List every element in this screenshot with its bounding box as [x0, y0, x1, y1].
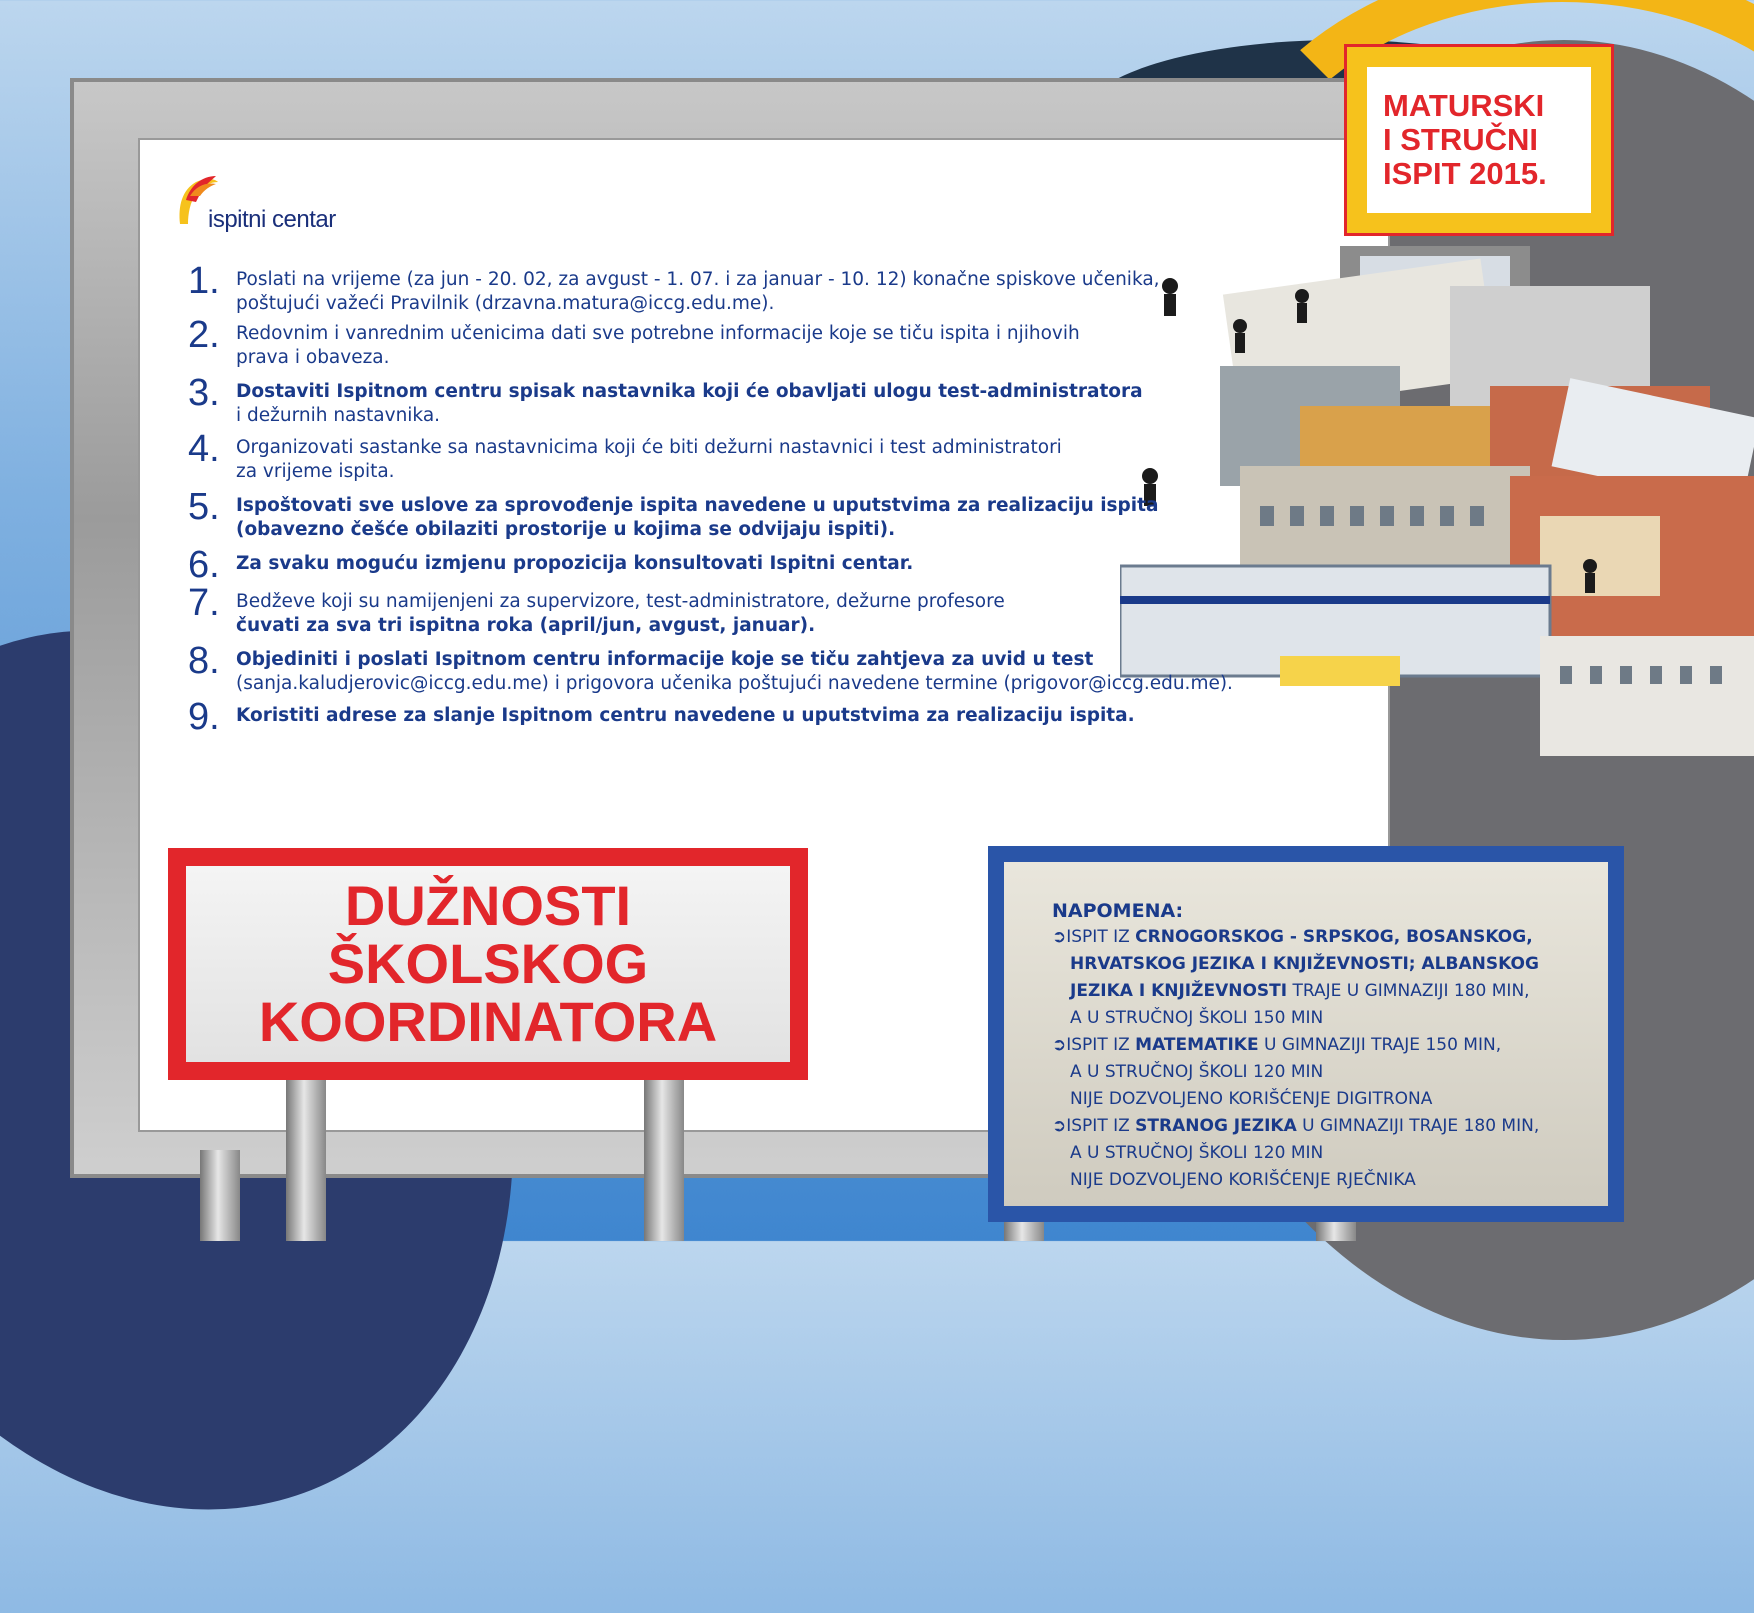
- duty-text-segment: Dostaviti Ispitnom centru spisak nastavnika koji će obavljati ulogu test-administratora: [236, 381, 1143, 402]
- note-text-segment: A U STRUČNOJ ŠKOLI 120 MIN: [1070, 1062, 1324, 1082]
- note-text-segment: ISPIT IZ: [1066, 927, 1136, 947]
- exam-year-sign-border: [1347, 47, 1611, 233]
- duty-text-line: [236, 590, 1005, 614]
- note-line: [1052, 1059, 1584, 1086]
- duty-text-segment: Poslati na vrijeme (za jun - 20. 02, za avgust - 1. 07. i za januar - 10. 12) konačne spiskove učenika,: [236, 269, 1160, 290]
- note-panel: [988, 846, 1624, 1222]
- duty-text-line: [236, 322, 1080, 346]
- exam-year-line: ISPIT 2015.: [1383, 156, 1547, 191]
- duty-text-segment: prava i obaveza.: [236, 347, 390, 368]
- note-text-segment: NIJE DOZVOLJENO KORIŠĆENJE RJEČNIKA: [1070, 1170, 1416, 1190]
- note-text-segment: TRAJE U GIMNAZIJI 180 MIN,: [1287, 981, 1530, 1001]
- note-line: [1052, 978, 1584, 1005]
- note-text-segment: ISPIT IZ: [1066, 1035, 1136, 1055]
- duty-text-segment: Organizovati sastanke sa nastavnicima koji će biti dežurni nastavnici i test administratori: [236, 437, 1062, 458]
- duty-text-segment: Koristiti adrese za slanje Ispitnom centru navedene u uputstvima za realizaciju ispita.: [236, 705, 1135, 726]
- duty-text-segment: Redovnim i vanrednim učenicima dati sve potrebne informacije koje se tiču ispita i njihovih: [236, 323, 1080, 344]
- arrow-bullet-icon: ➲: [1052, 1116, 1067, 1136]
- duty-text: [236, 322, 1080, 370]
- duty-text-line: [236, 704, 1135, 728]
- duty-number: 3.: [188, 372, 220, 414]
- note-line: [1052, 1032, 1584, 1059]
- duty-text-segment: Za svaku moguću izmjenu propozicija konsultovati Ispitni centar.: [236, 553, 914, 574]
- duty-text-segment: Bedževe koji su namijenjeni za supervizore, test-administratore, dežurne profesore: [236, 591, 1005, 612]
- duty-number: 1.: [188, 260, 220, 302]
- duty-text-line: [236, 346, 1080, 370]
- note-text-segment: U GIMNAZIJI TRAJE 180 MIN,: [1296, 1116, 1540, 1136]
- logo-text: ispitni centar: [208, 206, 336, 233]
- duty-number: 6.: [188, 544, 220, 586]
- duty-text-segment: za vrijeme ispita.: [236, 461, 395, 482]
- duty-text-line: [236, 380, 1143, 404]
- duty-text: [236, 380, 1143, 428]
- duty-text-segment: Ispoštovati sve uslove za sprovođenje ispita navedene u uputstvima za realizaciju ispita: [236, 495, 1159, 516]
- duty-text-line: [236, 672, 1233, 696]
- billboard-pole: [200, 1150, 240, 1241]
- duty-text-segment: i dežurnih nastavnika.: [236, 405, 441, 426]
- note-panel-inner: [1004, 862, 1608, 1206]
- duty-number: 9.: [188, 696, 220, 738]
- duty-number: 8.: [188, 640, 220, 682]
- note-text-segment: A U STRUČNOJ ŠKOLI 120 MIN: [1070, 1143, 1324, 1163]
- arrow-bullet-icon: ➲: [1052, 927, 1067, 947]
- duty-text-line: [236, 404, 1143, 428]
- duty-number: 7.: [188, 582, 220, 624]
- duty-text: [236, 552, 913, 576]
- exam-year-sign: [1344, 44, 1614, 236]
- note-text-segment: U GIMNAZIJI TRAJE 150 MIN,: [1258, 1035, 1502, 1055]
- title-sign: [168, 848, 808, 1080]
- ispitni-centar-logo: [176, 172, 376, 242]
- duty-text-segment: čuvati za sva tri ispitna roka (april/jun, avgust, januar).: [236, 615, 816, 636]
- duty-number: 5.: [188, 486, 220, 528]
- note-text-segment: HRVATSKOG JEZIKA I KNJIŽEVNOSTI; ALBANSKOG: [1070, 954, 1539, 974]
- duty-text-line: [236, 552, 913, 576]
- duty-text: [236, 648, 1233, 696]
- note-line: [1052, 1005, 1584, 1032]
- duty-text-segment: Objediniti i poslati Ispitnom centru informacije koje se tiču zahtjeva za uvid u test: [236, 649, 1094, 670]
- duty-text-line: [236, 648, 1233, 672]
- duty-text: [236, 704, 1135, 728]
- duty-text-line: [236, 494, 1158, 518]
- duty-text-segment: (obavezno češće obilaziti prostorije u kojima se odvijaju ispiti).: [236, 519, 896, 540]
- duty-text-line: [236, 436, 1062, 460]
- note-text-segment: CRNOGORSKOG - SRPSKOG, BOSANSKOG,: [1135, 927, 1533, 947]
- duty-text-segment: poštujući važeći Pravilnik (drzavna.matura@iccg.edu.me).: [236, 293, 775, 314]
- sign-pole: [644, 1080, 684, 1241]
- title-line: DUŽNOSTI: [344, 874, 632, 937]
- duty-text-line: [236, 614, 1005, 638]
- duty-text: [236, 494, 1158, 542]
- note-text-segment: NIJE DOZVOLJENO KORIŠĆENJE DIGITRONA: [1070, 1089, 1433, 1109]
- exam-year-sign-panel: [1367, 67, 1591, 213]
- note-text-segment: STRANOG JEZIKA: [1135, 1116, 1297, 1136]
- note-text-segment: ISPIT IZ: [1066, 1116, 1136, 1136]
- duty-text: [236, 268, 1160, 316]
- exam-year-line: I STRUČNI: [1383, 122, 1538, 157]
- note-text-segment: A U STRUČNOJ ŠKOLI 150 MIN: [1070, 1008, 1324, 1028]
- exam-year-line: MATURSKI: [1383, 88, 1545, 123]
- note-line: [1052, 951, 1584, 978]
- note-line: [1052, 1140, 1584, 1167]
- duty-text: [236, 590, 1005, 638]
- note-line: [1052, 924, 1584, 951]
- title-line: KOORDINATORA: [258, 990, 718, 1053]
- note-text-segment: MATEMATIKE: [1135, 1035, 1259, 1055]
- note-body: [1052, 924, 1584, 1194]
- title-sign-panel: [186, 866, 790, 1062]
- note-heading: NAPOMENA:: [1052, 900, 1184, 922]
- note-text-segment: JEZIKA I KNJIŽEVNOSTI: [1070, 981, 1288, 1001]
- duty-text-line: [236, 268, 1160, 292]
- duty-text: [236, 436, 1062, 484]
- duty-text-line: [236, 292, 1160, 316]
- sign-pole: [286, 1080, 326, 1241]
- duty-text-line: [236, 518, 1158, 542]
- title-line: ŠKOLSKOG: [327, 932, 649, 995]
- note-line: [1052, 1113, 1584, 1140]
- note-line: [1052, 1086, 1584, 1113]
- note-line: [1052, 1167, 1584, 1194]
- duty-number: 4.: [188, 428, 220, 470]
- arrow-bullet-icon: ➲: [1052, 1035, 1067, 1055]
- duty-text-line: [236, 460, 1062, 484]
- duty-text-segment: (sanja.kaludjerovic@iccg.edu.me) i prigovora učenika poštujući navedene termine (prigovor@iccg.edu.me).: [236, 673, 1233, 694]
- duty-number: 2.: [188, 314, 220, 356]
